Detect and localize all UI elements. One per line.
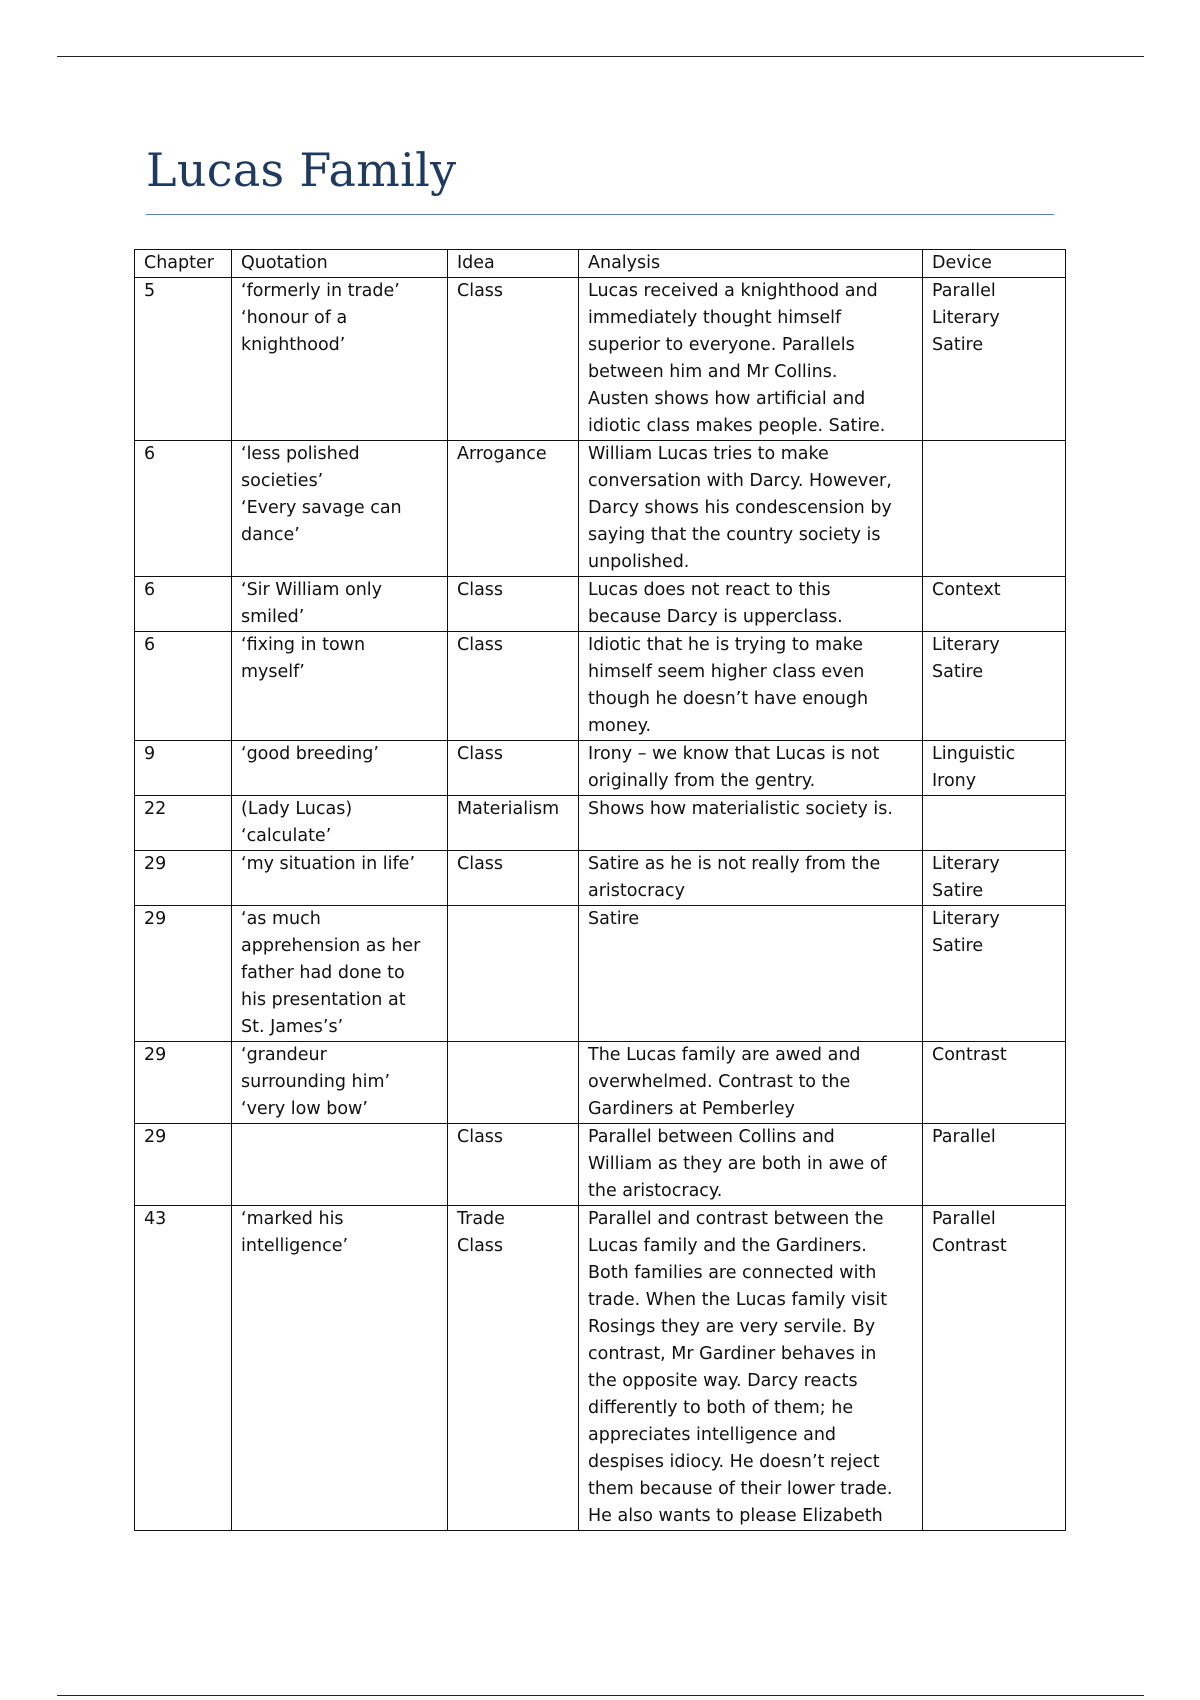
device-line: Satire bbox=[932, 881, 984, 901]
analysis-line: Shows how materialistic society is. bbox=[588, 799, 893, 819]
cell-chapter: 43 bbox=[135, 1206, 232, 1531]
analysis-line: them because of their lower trade. bbox=[588, 1479, 893, 1499]
quotation-line: ‘calculate’ bbox=[241, 826, 332, 846]
table-row bbox=[135, 741, 1066, 796]
quotation-line: (Lady Lucas) bbox=[241, 799, 353, 819]
device-line: Context bbox=[932, 580, 1001, 600]
cell-quotation bbox=[232, 796, 448, 851]
table-row bbox=[135, 632, 1066, 741]
cell-analysis bbox=[579, 851, 923, 906]
quotation-line: societies’ bbox=[241, 471, 324, 491]
table-row bbox=[135, 906, 1066, 1042]
cell-quotation bbox=[232, 906, 448, 1042]
cell-chapter: 9 bbox=[135, 741, 232, 796]
idea-line: Class bbox=[457, 854, 504, 874]
header-device: Device bbox=[923, 250, 1066, 278]
analysis-line: Parallel between Collins and bbox=[588, 1127, 835, 1147]
table-row bbox=[135, 278, 1066, 441]
analysis-line: the opposite way. Darcy reacts bbox=[588, 1371, 858, 1391]
analysis-line: trade. When the Lucas family visit bbox=[588, 1290, 888, 1310]
page-title: Lucas Family bbox=[146, 143, 457, 197]
analysis-line: Irony – we know that Lucas is not bbox=[588, 744, 880, 764]
quotation-line: ‘Sir William only bbox=[241, 580, 383, 600]
quotation-line: ‘formerly in trade’ bbox=[241, 281, 400, 301]
analysis-line: differently to both of them; he bbox=[588, 1398, 854, 1418]
title-underline bbox=[146, 214, 1054, 215]
cell-chapter: 6 bbox=[135, 577, 232, 632]
quotation-line: ‘my situation in life’ bbox=[241, 854, 416, 874]
analysis-line: immediately thought himself bbox=[588, 308, 842, 328]
cell-chapter: 5 bbox=[135, 278, 232, 441]
cell-analysis bbox=[579, 632, 923, 741]
analysis-line: Lucas family and the Gardiners. bbox=[588, 1236, 867, 1256]
cell-quotation bbox=[232, 1206, 448, 1531]
analysis-line: saying that the country society is bbox=[588, 525, 881, 545]
idea-line: Trade bbox=[457, 1209, 505, 1229]
analysis-line: superior to everyone. Parallels bbox=[588, 335, 855, 355]
table-header-row bbox=[135, 250, 1066, 278]
cell-analysis bbox=[579, 577, 923, 632]
cell-device bbox=[923, 441, 1066, 577]
cell-quotation bbox=[232, 851, 448, 906]
cell-analysis bbox=[579, 906, 923, 1042]
analysis-line: himself seem higher class even bbox=[588, 662, 865, 682]
quotation-line: father had done to bbox=[241, 963, 405, 983]
quotation-line: smiled’ bbox=[241, 607, 305, 627]
analysis-line: because Darcy is upperclass. bbox=[588, 607, 843, 627]
analysis-line: The Lucas family are awed and bbox=[588, 1045, 861, 1065]
cell-analysis bbox=[579, 441, 923, 577]
cell-idea bbox=[448, 632, 579, 741]
cell-chapter: 6 bbox=[135, 632, 232, 741]
quotation-line: ‘grandeur bbox=[241, 1045, 327, 1065]
header-rule bbox=[57, 56, 1144, 57]
quotation-table bbox=[134, 249, 1066, 1531]
cell-device bbox=[923, 1042, 1066, 1124]
analysis-line: William as they are both in awe of bbox=[588, 1154, 887, 1174]
table-row bbox=[135, 577, 1066, 632]
cell-chapter: 6 bbox=[135, 441, 232, 577]
footer-rule bbox=[57, 1695, 1144, 1696]
analysis-line: appreciates intelligence and bbox=[588, 1425, 837, 1445]
quotation-line: his presentation at bbox=[241, 990, 406, 1010]
table-row bbox=[135, 1124, 1066, 1206]
device-line: Parallel bbox=[932, 1209, 996, 1229]
analysis-line: idiotic class makes people. Satire. bbox=[588, 416, 886, 436]
cell-idea bbox=[448, 441, 579, 577]
idea-line: Arrogance bbox=[457, 444, 547, 464]
analysis-line: overwhelmed. Contrast to the bbox=[588, 1072, 851, 1092]
cell-idea bbox=[448, 278, 579, 441]
analysis-line: Rosings they are very servile. By bbox=[588, 1317, 876, 1337]
cell-quotation bbox=[232, 1042, 448, 1124]
idea-line: Class bbox=[457, 744, 504, 764]
quotation-line: ‘as much bbox=[241, 909, 321, 929]
cell-analysis bbox=[579, 1124, 923, 1206]
quotation-line: St. James’s’ bbox=[241, 1017, 344, 1037]
idea-line: Class bbox=[457, 281, 504, 301]
cell-analysis bbox=[579, 1206, 923, 1531]
device-line: Literary bbox=[932, 909, 1000, 929]
device-line: Satire bbox=[932, 662, 984, 682]
quotation-line: surrounding him’ bbox=[241, 1072, 391, 1092]
idea-line: Class bbox=[457, 635, 504, 655]
header-idea: Idea bbox=[448, 250, 579, 278]
cell-idea bbox=[448, 577, 579, 632]
analysis-line: unpolished. bbox=[588, 552, 690, 572]
analysis-line: though he doesn’t have enough bbox=[588, 689, 869, 709]
cell-device bbox=[923, 906, 1066, 1042]
cell-quotation bbox=[232, 632, 448, 741]
analysis-line: Both families are connected with bbox=[588, 1263, 877, 1283]
cell-device bbox=[923, 1206, 1066, 1531]
cell-idea bbox=[448, 1206, 579, 1531]
cell-idea bbox=[448, 906, 579, 1042]
table-row bbox=[135, 1042, 1066, 1124]
quotation-line: ‘good breeding’ bbox=[241, 744, 379, 764]
cell-device bbox=[923, 796, 1066, 851]
quotation-line: ‘marked his bbox=[241, 1209, 344, 1229]
device-line: Literary bbox=[932, 635, 1000, 655]
table-row bbox=[135, 1206, 1066, 1531]
cell-idea bbox=[448, 796, 579, 851]
device-line: Irony bbox=[932, 771, 977, 791]
cell-device bbox=[923, 632, 1066, 741]
analysis-line: conversation with Darcy. However, bbox=[588, 471, 892, 491]
analysis-line: He also wants to please Elizabeth bbox=[588, 1506, 883, 1526]
analysis-line: originally from the gentry. bbox=[588, 771, 816, 791]
table-row bbox=[135, 796, 1066, 851]
cell-device bbox=[923, 278, 1066, 441]
cell-device bbox=[923, 851, 1066, 906]
analysis-line: the aristocracy. bbox=[588, 1181, 723, 1201]
cell-chapter: 29 bbox=[135, 851, 232, 906]
analysis-line: Darcy shows his condescension by bbox=[588, 498, 892, 518]
quotation-line: intelligence’ bbox=[241, 1236, 349, 1256]
header-quotation: Quotation bbox=[232, 250, 448, 278]
cell-quotation bbox=[232, 1124, 448, 1206]
cell-chapter: 29 bbox=[135, 906, 232, 1042]
quotation-line: apprehension as her bbox=[241, 936, 421, 956]
idea-line: Materialism bbox=[457, 799, 560, 819]
quotation-line: ‘very low bow’ bbox=[241, 1099, 368, 1119]
analysis-line: Lucas does not react to this bbox=[588, 580, 831, 600]
device-line: Contrast bbox=[932, 1236, 1007, 1256]
cell-idea bbox=[448, 1124, 579, 1206]
device-line: Literary bbox=[932, 308, 1000, 328]
header-analysis: Analysis bbox=[579, 250, 923, 278]
analysis-line: aristocracy bbox=[588, 881, 685, 901]
quotation-line: dance’ bbox=[241, 525, 300, 545]
device-line: Contrast bbox=[932, 1045, 1007, 1065]
cell-quotation bbox=[232, 577, 448, 632]
table-body bbox=[135, 278, 1066, 1531]
analysis-line: contrast, Mr Gardiner behaves in bbox=[588, 1344, 877, 1364]
cell-chapter: 29 bbox=[135, 1124, 232, 1206]
idea-line: Class bbox=[457, 1127, 504, 1147]
table-row bbox=[135, 441, 1066, 577]
cell-chapter: 29 bbox=[135, 1042, 232, 1124]
analysis-line: Lucas received a knighthood and bbox=[588, 281, 878, 301]
cell-analysis bbox=[579, 1042, 923, 1124]
device-line: Satire bbox=[932, 335, 984, 355]
analysis-line: Gardiners at Pemberley bbox=[588, 1099, 795, 1119]
quotation-line: ‘less polished bbox=[241, 444, 360, 464]
cell-quotation bbox=[232, 741, 448, 796]
quotation-line: ‘Every savage can bbox=[241, 498, 402, 518]
quotation-line: myself’ bbox=[241, 662, 305, 682]
analysis-line: money. bbox=[588, 716, 652, 736]
device-line: Parallel bbox=[932, 281, 996, 301]
device-line: Literary bbox=[932, 854, 1000, 874]
cell-analysis bbox=[579, 796, 923, 851]
quotation-line: ‘fixing in town bbox=[241, 635, 366, 655]
analysis-line: Austen shows how artificial and bbox=[588, 389, 866, 409]
device-line: Linguistic bbox=[932, 744, 1016, 764]
device-line: Parallel bbox=[932, 1127, 996, 1147]
quotation-line: knighthood’ bbox=[241, 335, 346, 355]
quotation-line: ‘honour of a bbox=[241, 308, 348, 328]
cell-idea bbox=[448, 741, 579, 796]
cell-quotation bbox=[232, 441, 448, 577]
analysis-line: despises idiocy. He doesn’t reject bbox=[588, 1452, 880, 1472]
cell-device bbox=[923, 577, 1066, 632]
cell-quotation bbox=[232, 278, 448, 441]
analysis-line: Satire as he is not really from the bbox=[588, 854, 881, 874]
cell-idea bbox=[448, 851, 579, 906]
analysis-line: Idiotic that he is trying to make bbox=[588, 635, 864, 655]
cell-device bbox=[923, 741, 1066, 796]
cell-analysis bbox=[579, 278, 923, 441]
table-row bbox=[135, 851, 1066, 906]
cell-device bbox=[923, 1124, 1066, 1206]
cell-chapter: 22 bbox=[135, 796, 232, 851]
analysis-line: Satire bbox=[588, 909, 640, 929]
analysis-line: Parallel and contrast between the bbox=[588, 1209, 884, 1229]
analysis-line: William Lucas tries to make bbox=[588, 444, 829, 464]
analysis-line: between him and Mr Collins. bbox=[588, 362, 838, 382]
device-line: Satire bbox=[932, 936, 984, 956]
idea-line: Class bbox=[457, 1236, 504, 1256]
idea-line: Class bbox=[457, 580, 504, 600]
header-chapter: Chapter bbox=[135, 250, 232, 278]
cell-analysis bbox=[579, 741, 923, 796]
cell-idea bbox=[448, 1042, 579, 1124]
